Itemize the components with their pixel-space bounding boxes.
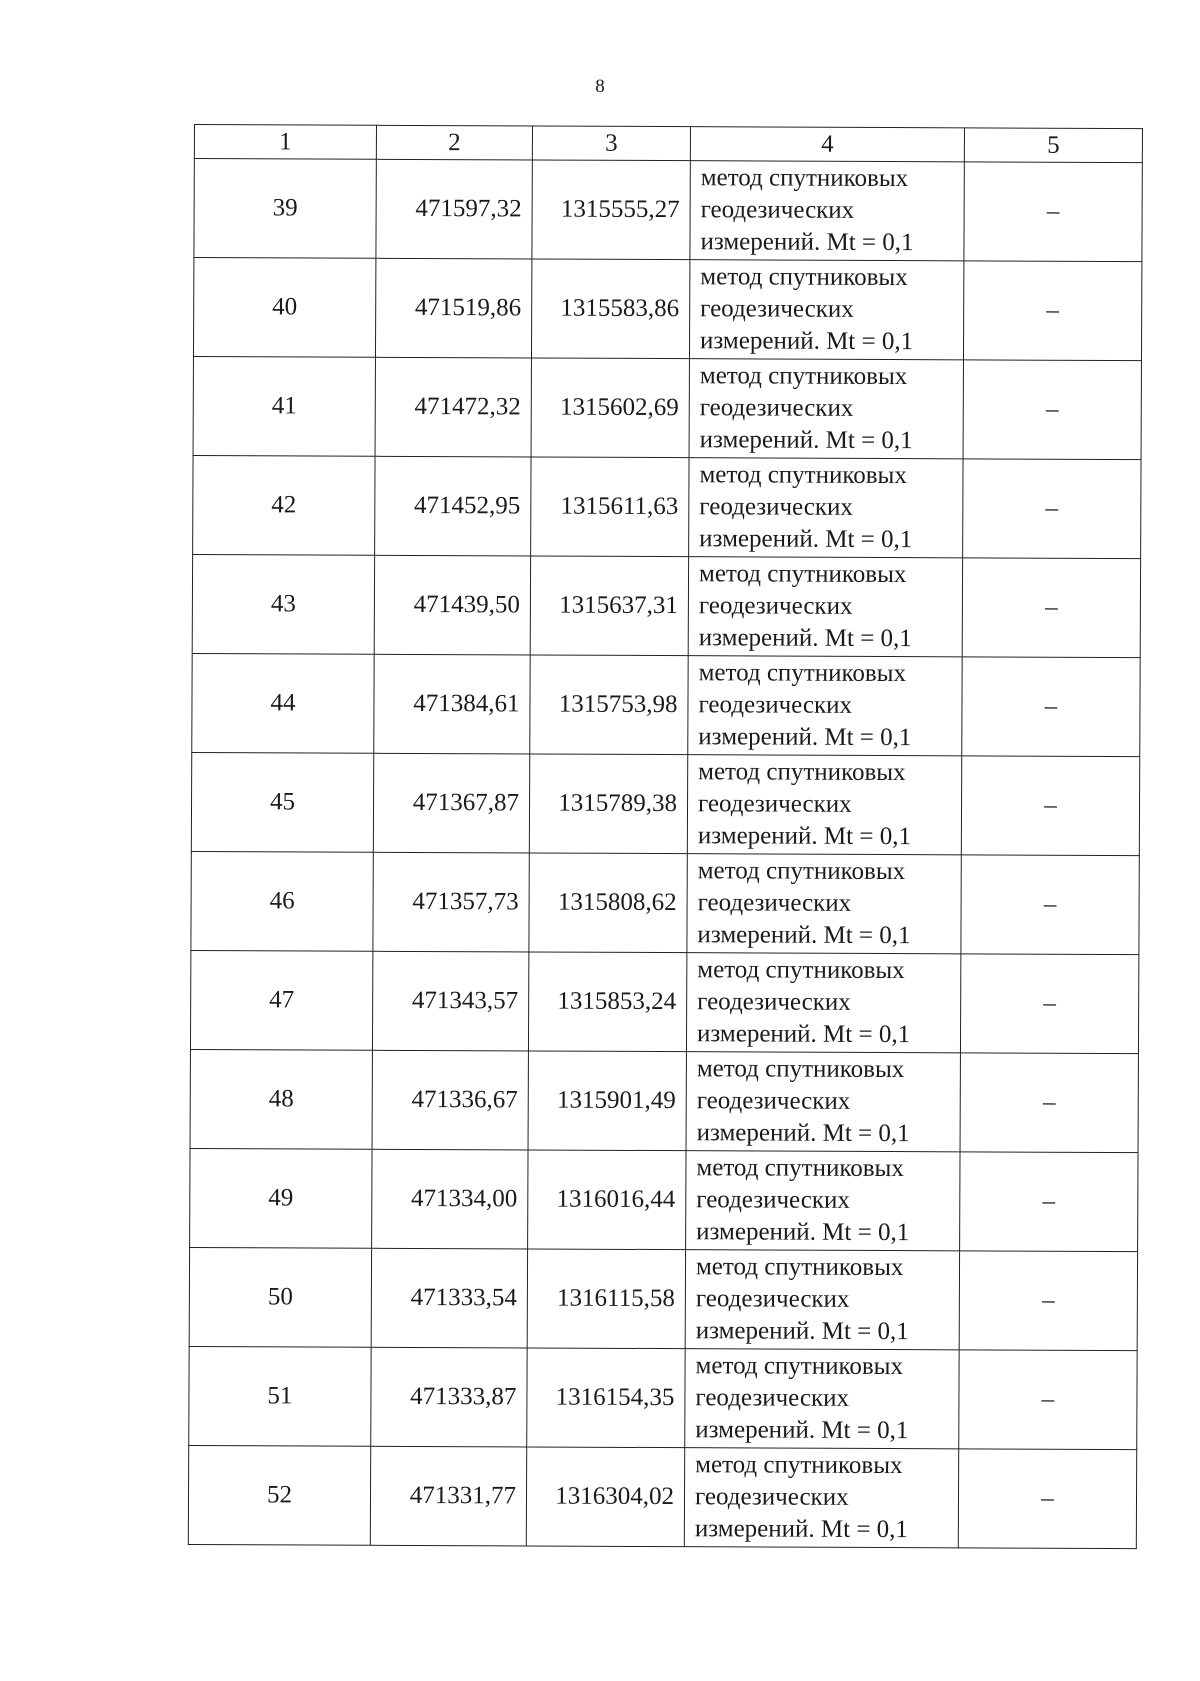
table-header-row: [194, 125, 1142, 163]
x-coordinate-cell: 471384,61: [374, 654, 530, 754]
method-text-line: геодезических: [698, 592, 853, 620]
note-cell: –: [963, 261, 1141, 361]
coordinates-table: [188, 124, 1143, 1549]
method-text-line: измерений. Mt = 0,1: [696, 1020, 911, 1049]
method-cell: [689, 458, 963, 558]
y-coordinate-cell: 1315611,63: [531, 457, 689, 557]
note-cell: –: [961, 756, 1139, 856]
y-coordinate-cell: 1316016,44: [528, 1150, 686, 1250]
method-text-line: метод спутниковых: [695, 1451, 903, 1480]
method-text-line: метод спутниковых: [699, 461, 907, 490]
point-number-cell: 42: [193, 455, 375, 555]
table-row: [192, 653, 1140, 756]
table-row: [190, 1049, 1138, 1152]
note-cell: –: [963, 459, 1141, 559]
method-text-line: метод спутниковых: [697, 956, 905, 985]
table-row: [192, 554, 1140, 657]
point-number-cell: 46: [191, 851, 373, 951]
method-text-line: геодезических: [700, 295, 854, 323]
method-text-line: измерений. Mt = 0,1: [699, 426, 913, 455]
method-cell: [689, 359, 963, 459]
method-text-line: измерений. Mt = 0,1: [698, 723, 912, 752]
method-text-line: геодезических: [698, 691, 853, 719]
method-cell: [685, 1250, 959, 1350]
table-row: [194, 159, 1142, 262]
y-coordinate-cell: 1315555,27: [532, 160, 690, 260]
method-cell: [685, 1349, 959, 1449]
note-cell: –: [961, 855, 1139, 955]
method-text-line: измерений. Mt = 0,1: [697, 822, 912, 851]
table-row: [190, 950, 1138, 1053]
note-cell: –: [960, 1053, 1138, 1153]
method-text-line: измерений. Mt = 0,1: [700, 327, 914, 356]
x-coordinate-cell: 471343,57: [372, 951, 528, 1051]
x-coordinate-cell: 471334,00: [372, 1149, 528, 1249]
method-text-line: геодезических: [699, 394, 854, 422]
table-row: [193, 356, 1141, 459]
y-coordinate-cell: 1316304,02: [526, 1447, 684, 1547]
method-cell: [690, 161, 964, 261]
point-number-cell: 39: [194, 159, 376, 259]
y-coordinate-cell: 1315789,38: [529, 754, 687, 854]
method-text-line: метод спутниковых: [698, 758, 906, 787]
method-text-line: метод спутниковых: [696, 1154, 904, 1183]
note-cell: –: [963, 360, 1141, 460]
table-body: [188, 159, 1142, 1549]
method-text-line: геодезических: [696, 1186, 850, 1214]
x-coordinate-cell: 471333,87: [371, 1347, 527, 1447]
method-text-line: метод спутниковых: [698, 659, 907, 688]
x-coordinate-cell: 471357,73: [373, 852, 529, 952]
note-cell: –: [962, 558, 1140, 658]
y-coordinate-cell: 1315853,24: [528, 952, 686, 1052]
table-row: [188, 1445, 1136, 1548]
column-header: 4: [690, 127, 964, 162]
column-header: 3: [532, 126, 690, 161]
method-text-line: геодезических: [697, 889, 852, 917]
table-row: [189, 1346, 1137, 1449]
point-number-cell: 49: [190, 1148, 372, 1248]
method-text-line: геодезических: [696, 1087, 851, 1115]
x-coordinate-cell: 471439,50: [374, 555, 530, 655]
note-cell: –: [964, 162, 1142, 262]
method-text-line: измерений. Mt = 0,1: [694, 1515, 909, 1544]
method-text-line: измерений. Mt = 0,1: [698, 624, 912, 653]
method-text-line: метод спутниковых: [698, 560, 907, 589]
method-text-line: метод спутниковых: [700, 263, 908, 292]
method-text-line: измерений. Mt = 0,1: [697, 921, 911, 950]
method-cell: [688, 557, 962, 657]
method-cell: [684, 1448, 958, 1548]
method-cell: [687, 854, 961, 954]
method-cell: [686, 953, 960, 1053]
point-number-cell: 50: [189, 1247, 371, 1347]
method-text-line: измерений. Mt = 0,1: [696, 1218, 910, 1247]
point-number-cell: 48: [190, 1049, 372, 1149]
point-number-cell: 51: [189, 1346, 371, 1446]
column-header: 5: [964, 128, 1142, 163]
method-text-line: метод спутниковых: [696, 1055, 905, 1084]
x-coordinate-cell: 471333,54: [371, 1248, 527, 1348]
method-text-line: измерений. Mt = 0,1: [696, 1119, 910, 1148]
point-number-cell: 44: [192, 653, 374, 753]
method-text-line: геодезических: [697, 790, 852, 818]
method-text-line: геодезических: [694, 1483, 849, 1511]
y-coordinate-cell: 1315808,62: [529, 853, 687, 953]
column-header: 1: [194, 125, 376, 160]
table-row: [193, 455, 1141, 558]
x-coordinate-cell: 471331,77: [370, 1446, 526, 1546]
method-text-line: измерений. Mt = 0,1: [700, 228, 914, 257]
method-text-line: геодезических: [700, 196, 855, 224]
y-coordinate-cell: 1315583,86: [531, 259, 689, 359]
x-coordinate-cell: 471519,86: [375, 258, 531, 358]
x-coordinate-cell: 471452,95: [375, 456, 531, 556]
x-coordinate-cell: 471472,32: [375, 357, 531, 457]
point-number-cell: 40: [193, 258, 375, 358]
y-coordinate-cell: 1316115,58: [527, 1249, 685, 1349]
method-text-line: геодезических: [695, 1285, 850, 1313]
method-text-line: геодезических: [697, 988, 851, 1016]
y-coordinate-cell: 1315637,31: [530, 556, 688, 656]
method-cell: [686, 1052, 960, 1152]
method-cell: [689, 260, 963, 360]
table-row: [193, 258, 1141, 361]
method-cell: [688, 656, 962, 756]
note-cell: –: [959, 1350, 1137, 1450]
method-text-line: метод спутниковых: [697, 857, 906, 886]
point-number-cell: 52: [188, 1445, 370, 1545]
note-cell: –: [962, 657, 1140, 757]
method-text-line: измерений. Mt = 0,1: [695, 1416, 909, 1445]
column-header: 2: [376, 125, 532, 160]
y-coordinate-cell: 1315753,98: [530, 655, 688, 755]
note-cell: –: [960, 1152, 1138, 1252]
method-text-line: измерений. Mt = 0,1: [695, 1317, 909, 1346]
method-cell: [686, 1151, 960, 1251]
note-cell: –: [958, 1449, 1136, 1549]
x-coordinate-cell: 471597,32: [376, 159, 532, 259]
point-number-cell: 47: [190, 950, 372, 1050]
x-coordinate-cell: 471367,87: [373, 753, 529, 853]
point-number-cell: 45: [191, 752, 373, 852]
method-text-line: метод спутниковых: [699, 362, 908, 391]
method-text-line: метод спутниковых: [695, 1352, 904, 1381]
table-row: [189, 1247, 1137, 1350]
page-number: 8: [595, 76, 605, 97]
note-cell: –: [959, 1251, 1137, 1351]
y-coordinate-cell: 1315901,49: [528, 1051, 686, 1151]
y-coordinate-cell: 1316154,35: [527, 1348, 685, 1448]
method-text-line: метод спутниковых: [695, 1253, 904, 1282]
table-row: [191, 851, 1139, 954]
note-cell: –: [960, 954, 1138, 1054]
method-text-line: метод спутниковых: [700, 164, 909, 193]
method-cell: [687, 755, 961, 855]
table-row: [191, 752, 1139, 855]
table-row: [190, 1148, 1138, 1251]
point-number-cell: 41: [193, 356, 375, 456]
point-number-cell: 43: [192, 554, 374, 654]
method-text-line: геодезических: [699, 493, 853, 521]
method-text-line: геодезических: [695, 1384, 850, 1412]
x-coordinate-cell: 471336,67: [372, 1050, 528, 1150]
y-coordinate-cell: 1315602,69: [531, 358, 689, 458]
method-text-line: измерений. Mt = 0,1: [699, 525, 913, 554]
